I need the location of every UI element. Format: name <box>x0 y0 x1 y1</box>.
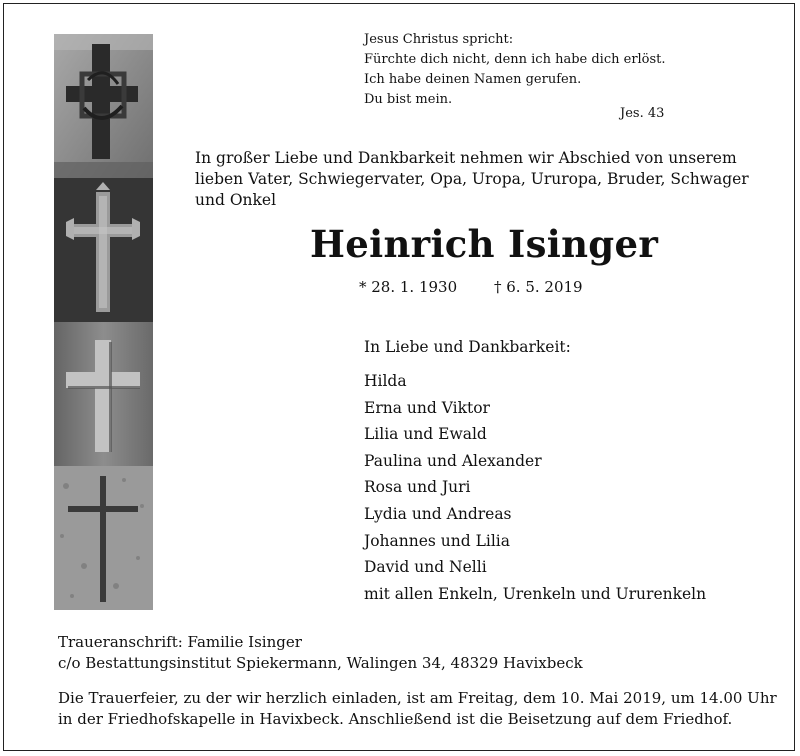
quote-line: Ich habe deinen Namen gerufen. <box>364 72 582 87</box>
mourning-address <box>58 632 583 674</box>
quote-line: Jesus Christus spricht: <box>364 32 514 47</box>
metal-cross-image <box>54 34 153 178</box>
deceased-name: Heinrich Isinger <box>310 222 659 266</box>
cross-image-strip <box>54 34 153 610</box>
address-line: c/o Bestattungsinstitut Spiekermann, Walingen 34, 48329 Havixbeck <box>58 654 583 672</box>
mourners-heading: In Liebe und Dankbarkeit: <box>364 338 571 356</box>
stone-cross-icon <box>54 322 153 466</box>
notice-line: in der Friedhofskapelle in Havixbeck. Anschließend ist die Beisetzung auf dem Friedhof. <box>58 710 733 728</box>
death-date: † 6. 5. 2019 <box>494 278 583 296</box>
quote-line: Fürchte dich nicht, denn ich habe dich erlöst. <box>364 52 666 67</box>
address-line: Traueranschrift: Familie Isinger <box>58 633 302 651</box>
wooden-cross-icon <box>54 178 153 322</box>
notice-line: Die Trauerfeier, zu der wir herzlich einladen, ist am Freitag, dem 10. Mai 2019, um 14.00 Uhr <box>58 689 777 707</box>
iron-cross-icon <box>54 466 153 610</box>
mourner-name: mit allen Enkeln, Urenkeln und Ururenkeln <box>364 584 707 603</box>
mourner-name: Lilia und Ewald <box>364 425 487 444</box>
metal-cross-icon <box>54 34 153 178</box>
funeral-notice <box>58 688 777 730</box>
mourner-name: David und Nelli <box>364 558 487 577</box>
mourner-name: Paulina und Alexander <box>364 451 542 470</box>
wooden-cross-image <box>54 178 153 322</box>
quote-line: Du bist mein. <box>364 92 453 107</box>
mourners-list <box>364 368 706 607</box>
mourner-name: Hilda <box>364 372 407 390</box>
iron-cross-image <box>54 466 153 610</box>
mourner-name: Erna und Viktor <box>364 398 490 417</box>
bible-quote <box>364 30 684 110</box>
mourner-name: Johannes und Lilia <box>364 531 511 550</box>
birth-date: * 28. 1. 1930 <box>359 278 458 296</box>
mourner-name: Lydia und Andreas <box>364 504 512 523</box>
mourner-name: Rosa und Juri <box>364 478 471 497</box>
quote-reference: Jes. 43 <box>620 106 665 121</box>
stone-cross-image <box>54 322 153 466</box>
intro-text: In großer Liebe und Dankbarkeit nehmen wir Abschied von unserem lieben Vater, Schwiegervater, Opa, Uropa, Ururopa, Bruder, Schwager und Onkel <box>195 149 749 209</box>
